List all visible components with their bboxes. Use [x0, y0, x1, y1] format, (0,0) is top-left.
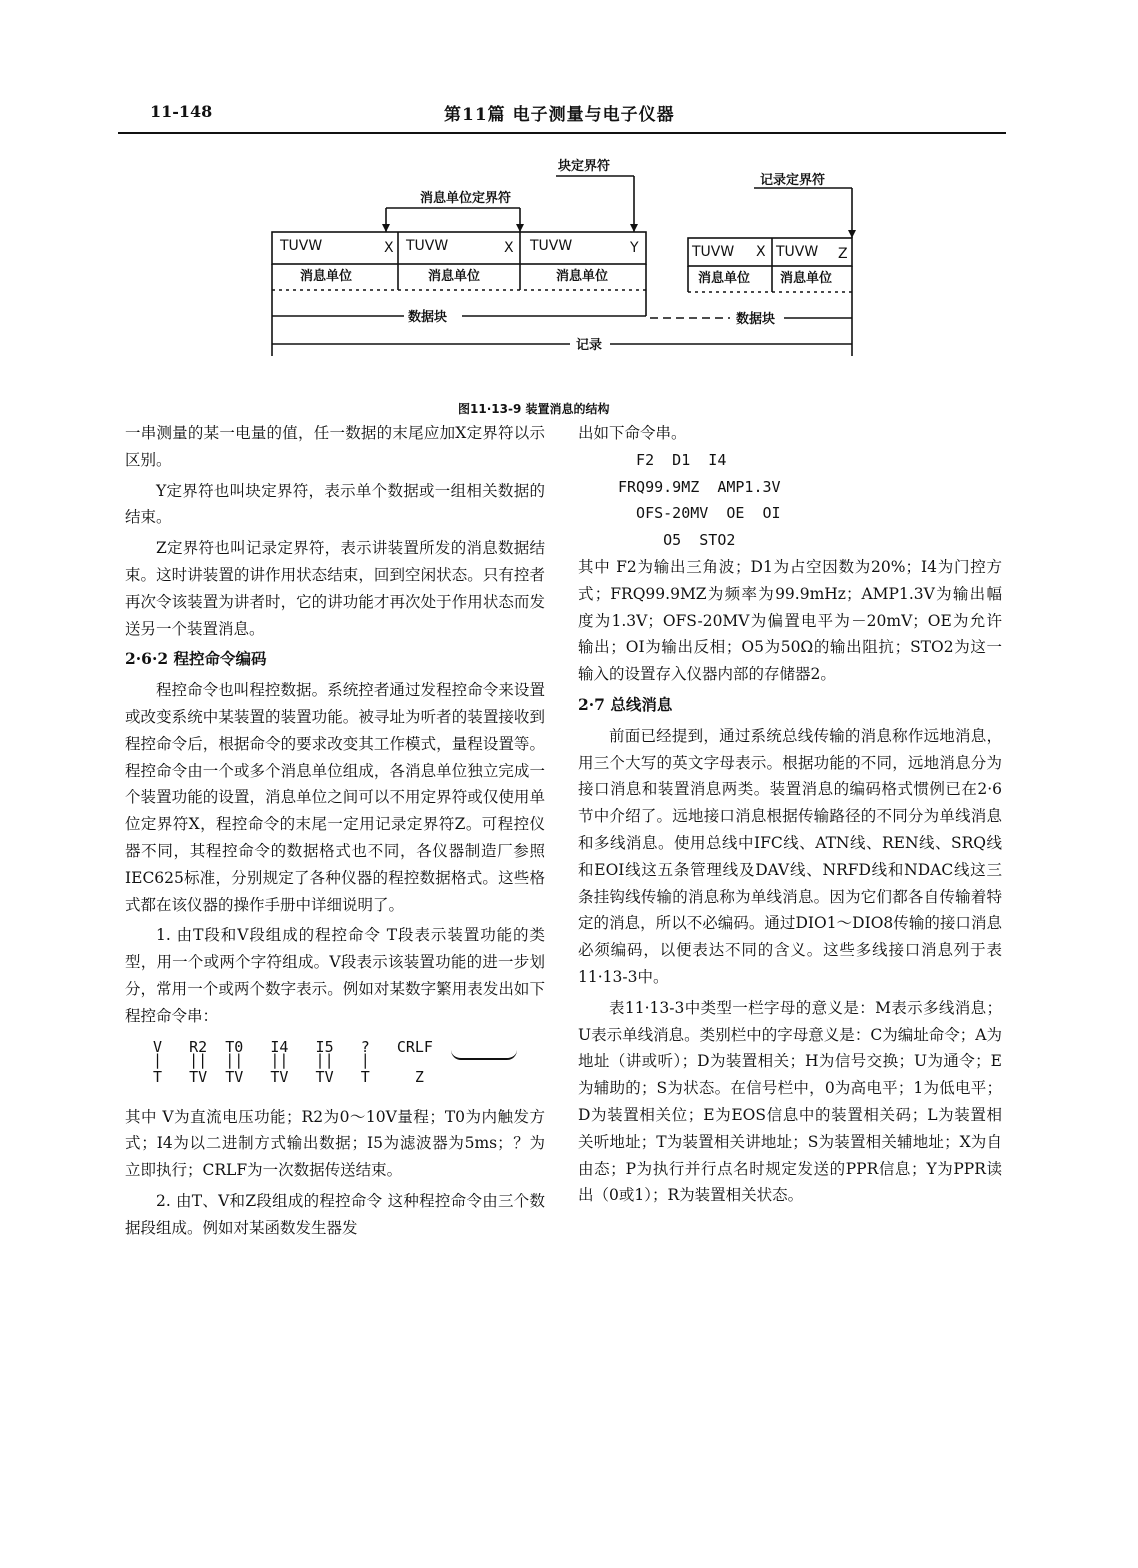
command-line: F2 D1 I4 [618, 450, 727, 469]
cell-code: TUVW [530, 238, 573, 254]
cell-code: TUVW [692, 244, 735, 260]
section-heading: 2·6·2 程控命令编码 [125, 649, 267, 669]
paragraph: 一串测量的某一电量的值，任一数据的末尾应加X定界符以示区别。 [125, 424, 545, 469]
paragraph: 1. 由T段和V段组成的程控命令 T段表示装置功能的类型，用一个或两个字符组成。V段表示该装置功能的进一步划分，常用一个或两个数字表示。例如对某数字繁用表发出如下程控命令串： [125, 926, 545, 1025]
paragraph: 2. 由T、V和Z段组成的程控命令 这种程控命令由三个数据段组成。例如对某函数发生器发 [125, 1191, 545, 1237]
cell-unit: 消息单位 [300, 269, 353, 284]
section-heading: 2·7 总线消息 [578, 694, 673, 714]
command-line: O5 STO2 [618, 531, 736, 550]
page-number: 11-148 [150, 102, 213, 121]
chapter-title: 第11篇 电子测量与电子仪器 [444, 105, 675, 125]
paragraph: 表11·13-3中类型一栏字母的意义是：M表示多线消息；U表示单线消息。类别栏中的字母意义是：C为编址命令；A为地址（讲或听）；D为装置相关；H为信号交换；U为通令；E为辅助的；S为状态。在信号栏中，0为高电平；1为低电平；D为装置相关位；E为EOS信息中的装置相关码；L为装置相关听地址；T为装置相关讲地址；S为装置相关辅地址；X为自由态；P为执行并行点名时规定发送的PPR信息；Y为PPR读出（0或1）；R为装置相关状态。 [578, 998, 1002, 1205]
cell-unit: 消息单位 [698, 271, 751, 286]
left-column [125, 420, 545, 1242]
segment-types: T TV TV TV TV T Z [153, 1067, 424, 1086]
data-block-label: 数据块 [736, 312, 776, 327]
record-delimiter-label: 记录定界符 [760, 173, 826, 188]
paragraph: 程控命令也叫程控数据。系统控者通过发程控命令来设置或改变系统中某装置的装置功能。被寻址为听者的装置接收到程控命令后，根据命令的要求改变其工作模式，量程设置等。程控命令由一个或多个消息单位组成，各消息单位独立完成一个装置功能的设置，消息单位之间可以不用定界符或仅使用单位定界符X，程控命令的末尾一定用记录定界符Z。可程控仪器不同，其程控命令的数据格式也不同，各仪器制造厂参照IEC625标准，分别规定了各种仪器的程控数据格式。这些格式都在该仪器的操作手册中详细说明了。 [125, 681, 545, 914]
paragraph: 其中 F2为输出三角波；D1为占空因数为20%；I4为门控方式；FRQ99.9MZ为频率为99.9mHz；AMP1.3V为输出幅度为1.3V；OFS-20MV为偏置电平为－20mV；OE为允许输出；OI为输出反相；O5为50Ω的输出阻抗；STO2为这一输入的设置存入仪器内部的存储器2。 [578, 557, 1002, 684]
cell-unit: 消息单位 [780, 271, 833, 286]
cell-end: Z [838, 246, 848, 262]
cell-end: X [384, 240, 394, 256]
brace [451, 1050, 517, 1060]
block-delimiter-label: 块定界符 [558, 159, 611, 174]
paragraph: Y定界符也叫块定界符，表示单个数据或一组相关数据的结束。 [125, 481, 545, 527]
paragraph: 前面已经提到，通过系统总线传输的消息称作远地消息，用三个大写的英文字母表示。根据功能的不同，远地消息分为接口消息和装置消息两类。装置消息的编码格式惯例已在2·6节中介绍了。远地接口消息根据传输路径的不同分为单线消息和多线消息。使用总线中IFC线、ATN线、REN线、SRQ线和EOI线这五条管理线及DAV线、NRFD线和NDAC线这三条挂钩线传输的消息称为单线消息。因为它们都各自传输着特定的消息，所以不必编码。通过DIO1～DIO8传输的接口消息必须编码，以便表达不同的含义。这些多线接口消息列于表11·13-3中。 [578, 726, 1002, 986]
msg-unit-delimiter-label: 消息单位定界符 [420, 191, 512, 206]
page-header [118, 98, 1006, 134]
cell-unit: 消息单位 [428, 269, 481, 284]
paragraph: 出如下命令串。 [578, 424, 687, 442]
data-block-label: 数据块 [408, 310, 448, 325]
command-line: OFS-20MV OE OI [618, 504, 781, 523]
cell-code: TUVW [776, 244, 819, 260]
command-line: FRQ99.9MZ AMP1.3V [618, 477, 781, 496]
figure-caption: 图11·13-9 装置消息的结构 [458, 402, 610, 416]
message-structure-diagram [0, 140, 1138, 380]
right-column [578, 420, 1002, 1209]
record-label: 记录 [576, 338, 603, 353]
command-string: V R2 T0 I4 I5 ? CRLF [153, 1037, 433, 1056]
cell-unit: 消息单位 [556, 269, 609, 284]
paragraph: 其中 V为直流电压功能；R2为0～10V量程；T0为内触发方式；I4为以二进制方式输出数据；I5为滤波器为5ms；？为立即执行；CRLF为一次数据传送结束。 [125, 1107, 545, 1180]
cell-end: X [756, 244, 766, 260]
paragraph: Z定界符也叫记录定界符，表示讲装置所发的消息数据结束。这时讲装置的讲作用状态结束，回到空闲状态。只有控者再次令该装置为讲者时，它的讲功能才再次处于作用状态而发送另一个装置消息。 [125, 539, 545, 638]
segment-ticks: | || || || || | [153, 1050, 370, 1069]
cell-code: TUVW [280, 238, 323, 254]
cell-code: TUVW [406, 238, 449, 254]
command-segment-diagram [153, 1034, 513, 1096]
cell-end: Y [630, 240, 639, 256]
cell-end: X [504, 240, 514, 256]
